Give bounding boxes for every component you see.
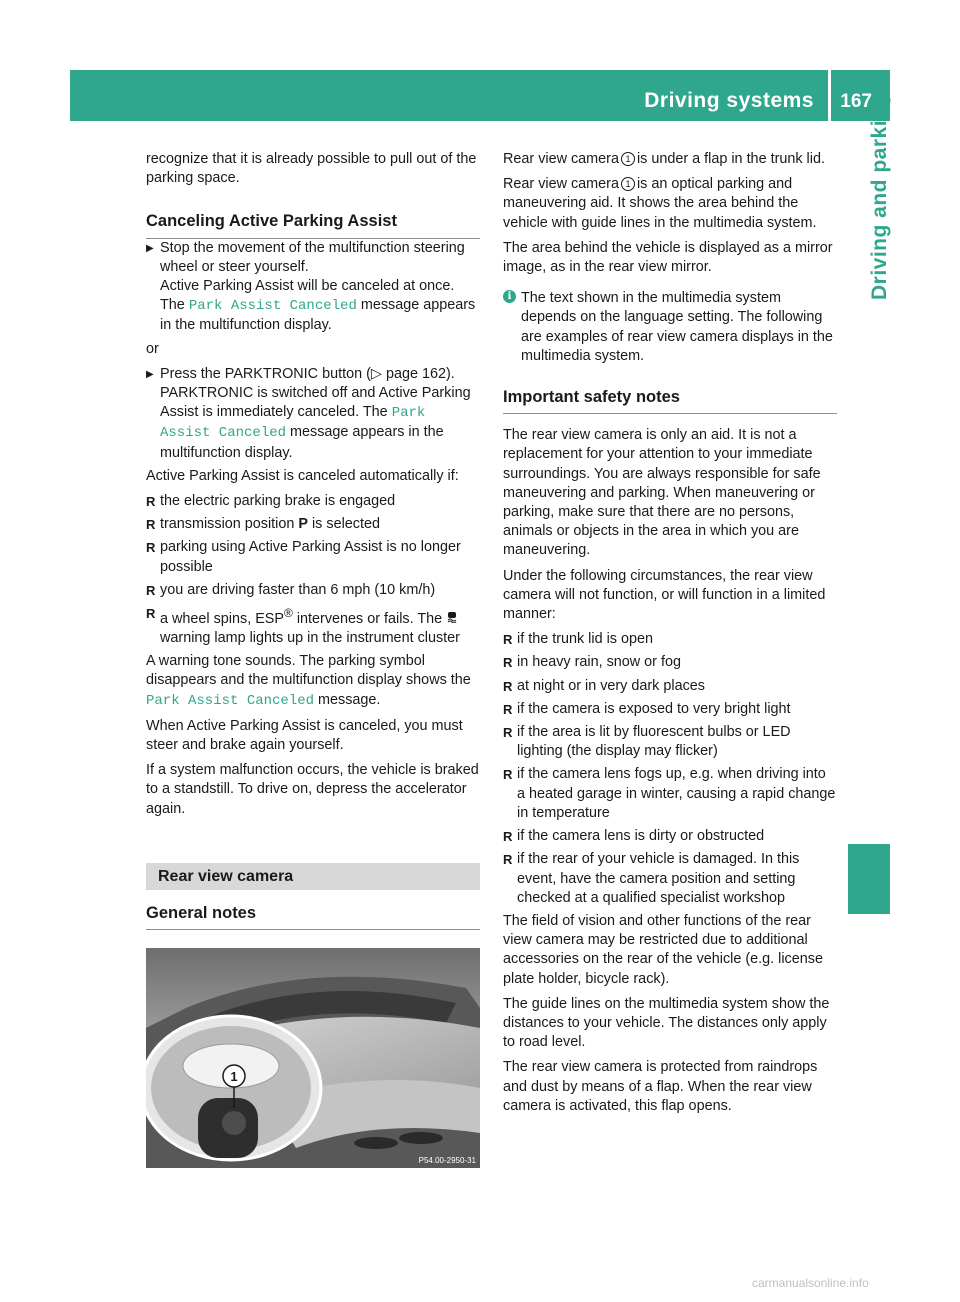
circumstances-text: Under the following circumstances, the rear view camera will not function, or will function in a limited manner: [503,567,826,623]
header-bar [70,70,890,121]
camera-purpose-text: Rear view camera 1 is an optical parking and maneuvering aid. It shows the area behind the vehicle with guide lines in the multimedia system. [503,176,817,231]
list-item: R in heavy rain, snow or fog [503,653,837,672]
callout-1-icon: 1 [621,152,635,166]
display-message: Park Assist Canceled [188,298,357,315]
list-item: R at night or in very dark places [503,677,837,696]
auto-cancel-text: Active Parking Assist is canceled automatically if: [146,467,459,484]
info-icon: i [503,290,516,303]
car-rear-illustration [146,948,480,1168]
list-item: R you are driving faster than 6 mph (10 km/h) [146,581,480,600]
chapter-tab-label: Driving and parking [868,93,891,300]
esp-warning-icon [446,610,460,629]
list-item: R if the area is lit by fluorescent bulbs or LED lighting (the display may flicker) [503,723,837,761]
or-text: or [146,340,159,357]
list-item: R a wheel spins, ESP® intervenes or fails. The warning lamp lights up in the instrument cluster [146,604,480,648]
list-item: R if the camera lens fogs up, e.g. when driving into a heated garage in winter, causing a rapid change in temperature [503,765,837,823]
right-column [503,150,837,1122]
flap-text: The rear view camera is protected from raindrops and dust by means of a flap. When the rear view camera is activated, this flap opens. [503,1059,818,1114]
rear-camera-figure [146,948,480,1168]
malfunction-text: If a system malfunction occurs, the vehicle is braked to a standstill. To drive on, depress the accelerator again. [146,762,479,817]
step-stop-movement: ▶ Stop the movement of the multifunction steering wheel or steer yourself. Active Parking Assist will be canceled at once. The Park Assist Canceled message appears in the multifunction display. [146,239,480,336]
guide-lines-text: The guide lines on the multimedia system show the distances to your vehicle. The distances only apply to road level. [503,995,830,1051]
left-column [146,150,480,930]
list-item: R parking using Active Parking Assist is no longer possible [146,538,480,576]
field-of-vision-text: The field of vision and other functions of the rear view camera may be restricted due to additional accessories on the rear of the vehicle (e.g. license plate holder, bicycle rack). [503,912,823,987]
mirror-image-text: The area behind the vehicle is displayed as a mirror image, as in the rear view mirror. [503,239,833,276]
section-title: Driving systems [644,89,814,112]
list-item: R if the camera lens is dirty or obstructed [503,827,837,846]
callout-1-icon: 1 [621,177,635,191]
figure-code: P54.00-2950-31 [418,1156,476,1165]
chapter-tab-marker [848,844,890,914]
watermark: carmanualsonline.info [752,1276,869,1290]
list-item: R if the rear of your vehicle is damaged. In this event, have the camera position and setting checked at a qualified specialist workshop [503,850,837,908]
heading-canceling: Canceling Active Parking Assist [146,194,480,238]
display-message: Park Assist Canceled [160,405,426,442]
heading-general-notes: General notes [146,898,480,930]
section-rear-view-camera: Rear view camera [146,863,480,890]
list-item: R if the camera is exposed to very bright light [503,700,837,719]
header-divider [828,70,831,121]
display-message: Park Assist Canceled [146,692,315,709]
page-ref-arrow-icon: ▷ [370,365,382,382]
warning-tone-text: A warning tone sounds. The parking symbol disappears and the multifunction display shows the Park Assist Canceled message. [146,653,471,709]
list-item: R transmission position P is selected [146,515,480,534]
page-number: 167 [840,91,872,112]
callout-1: 1 [230,1069,238,1084]
safety-text: The rear view camera is only an aid. It is not a replacement for your attention to your immediate surroundings. You are always responsible for safe maneuvering and parking. When maneuvering or parking, make sure that there are no persons, animals or objects in the area in which you are maneuvering. [503,427,821,559]
info-note: i The text shown in the multimedia system depends on the language setting. The following are examples of rear view camera displays in the multimedia system. [503,289,837,366]
heading-safety-notes: Important safety notes [503,370,837,414]
intro-text: recognize that it is already possible to pull out of the parking space. [146,151,477,187]
steer-text: When Active Parking Assist is canceled, you must steer and brake again yourself. [146,717,463,754]
list-item: R the electric parking brake is engaged [146,492,480,511]
list-item: R if the trunk lid is open [503,630,837,649]
camera-location-text: Rear view camera 1 is under a flap in the trunk lid. [503,151,825,167]
step-press-parktronic: ▶ Press the PARKTRONIC button (▷ page 162). PARKTRONIC is switched off and Active Parking Assist is immediately canceled. The Park Assist Canceled message appears in the multifunction display. [146,365,480,463]
